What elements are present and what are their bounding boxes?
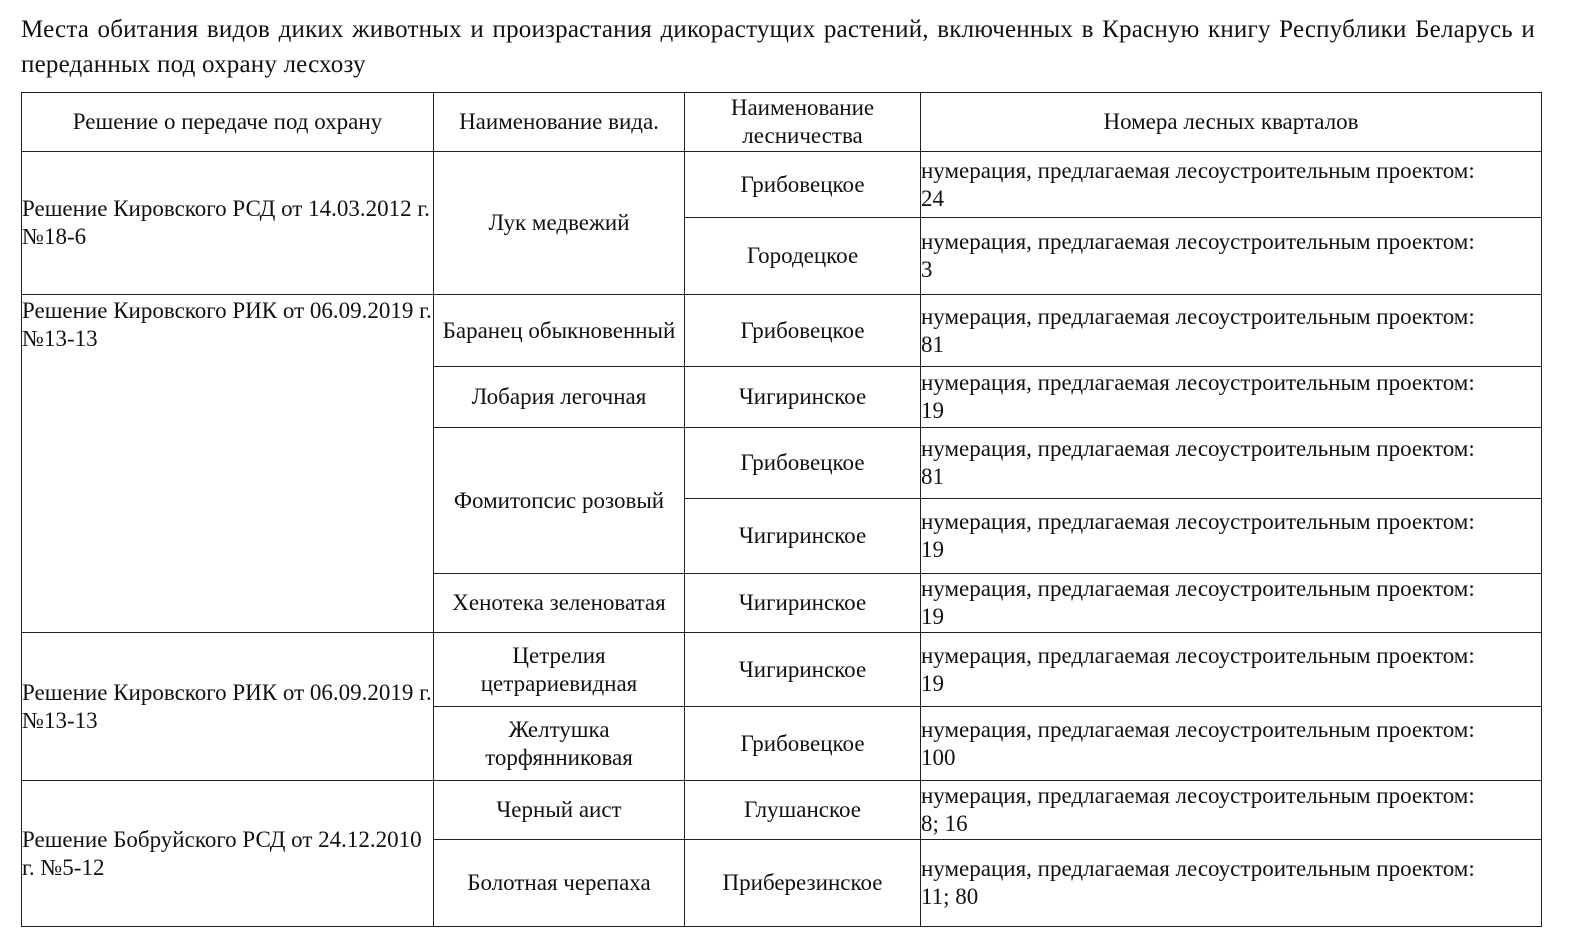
quarters-cell [921,707,1542,781]
header-species: Наименование вида. [434,93,685,152]
forestry-cell: Чигиринское [685,367,921,428]
numbering-label: нумерация, предлагаемая лесоустроительным проектом: [921,642,1475,668]
species-cell: Фомитопсис розовый [434,428,685,574]
numbering-label: нумерация, предлагаемая лесоустроительным проектом: [921,856,1475,881]
forestry-cell: Грибовецкое [685,152,921,218]
header-quarters: Номера лесных кварталов [921,93,1542,152]
decision-cell: Решение Кировского РСД от 14.03.2012 г. №18-6 [22,152,434,295]
table-row [22,152,1542,218]
quarters-cell [921,840,1542,927]
quarter-numbers: 8; 16 [921,811,968,836]
quarter-numbers: 81 [921,331,944,357]
species-cell: Цетрелия цетрариевидная [434,633,685,707]
forestry-cell: Грибовецкое [685,428,921,499]
table-row [22,781,1542,840]
forestry-cell: Приберезинское [685,840,921,927]
quarter-numbers: 100 [921,744,956,770]
forestry-cell: Чигиринское [685,574,921,633]
header-decision: Решение о передаче под охрану [22,93,434,152]
quarter-numbers: 81 [921,464,944,489]
quarters-cell [921,295,1542,367]
header-forestry: Наименование лесничества [685,93,921,152]
quarter-numbers: 19 [921,604,944,629]
decision-cell: Решение Бобруйского РСД от 24.12.2010 г. №5-12 [22,781,434,927]
forestry-cell: Чигиринское [685,499,921,574]
quarters-cell [921,367,1542,428]
forestry-cell: Грибовецкое [685,295,921,367]
species-cell: Хенотека зеленоватая [434,574,685,633]
quarters-cell [921,574,1542,633]
quarter-numbers: 19 [921,398,944,423]
numbering-label: нумерация, предлагаемая лесоустроительным проектом: [921,436,1475,461]
species-cell: Лобария легочная [434,367,685,428]
species-cell: Баранец обыкновенный [434,295,685,367]
habitat-table [21,92,1542,927]
quarters-cell [921,633,1542,707]
document-title: Места обитания видов диких животных и произрастания дикорастущих растений, включенных в Красную книгу Республики Беларусь и переданных под охрану лесхозу [21,16,1535,78]
species-cell: Болотная черепаха [434,840,685,927]
numbering-label: нумерация, предлагаемая лесоустроительным проектом: [921,157,1475,183]
species-cell: Черный аист [434,781,685,840]
numbering-label: нумерация, предлагаемая лесоустроительным проектом: [921,370,1475,395]
numbering-label: нумерация, предлагаемая лесоустроительным проектом: [921,509,1475,534]
species-cell: Желтушка торфянниковая [434,707,685,781]
quarters-cell [921,781,1542,840]
numbering-label: нумерация, предлагаемая лесоустроительным проектом: [921,783,1475,808]
table-row [22,633,1542,707]
numbering-label: нумерация, предлагаемая лесоустроительным проектом: [921,716,1475,742]
numbering-label: нумерация, предлагаемая лесоустроительным проектом: [921,303,1475,329]
table-row [22,295,1542,367]
decision-cell: Решение Кировского РИК от 06.09.2019 г. №13-13 [22,633,434,781]
quarter-numbers: 11; 80 [921,884,979,909]
quarter-numbers: 19 [921,670,944,696]
forestry-cell: Чигиринское [685,633,921,707]
forestry-cell: Глушанское [685,781,921,840]
quarters-cell [921,152,1542,218]
species-cell: Лук медвежий [434,152,685,295]
quarters-cell [921,499,1542,574]
numbering-label: нумерация, предлагаемая лесоустроительным проектом: [921,229,1475,254]
header-row [22,93,1542,152]
quarters-cell [921,428,1542,499]
numbering-label: нумерация, предлагаемая лесоустроительным проектом: [921,576,1475,601]
quarter-numbers: 3 [921,257,933,282]
forestry-cell: Городецкое [685,218,921,295]
decision-cell: Решение Кировского РИК от 06.09.2019 г. №13-13 [22,295,434,633]
quarters-cell [921,218,1542,295]
quarter-numbers: 24 [921,185,944,211]
quarter-numbers: 19 [921,537,944,562]
forestry-cell: Грибовецкое [685,707,921,781]
